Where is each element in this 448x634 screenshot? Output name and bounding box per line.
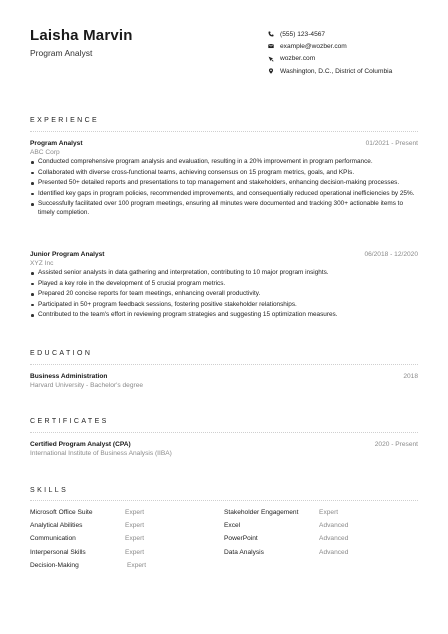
certificate-title: Certified Program Analyst (CPA)	[30, 441, 131, 448]
skill-level: Advanced	[319, 522, 349, 530]
skill-level: Expert	[125, 548, 145, 556]
list-item: Conducted comprehensive program analysis and evaluation, resulting in a 20% improvement in program performance.	[30, 158, 418, 167]
location-icon	[268, 68, 280, 74]
skill-name: Data Analysis	[224, 548, 264, 556]
list-item: Contributed to the team's effort in reviewing program strategies and suggesting 15 optimization measures.	[30, 311, 418, 320]
job-header	[30, 140, 418, 147]
candidate-role: Program Analyst	[30, 48, 93, 58]
education-heading: EDUCATION	[30, 350, 93, 357]
contact-email: example@wozber.com	[268, 40, 438, 52]
skill-level: Expert	[125, 535, 145, 543]
email-icon	[268, 43, 280, 49]
job-bullets	[30, 269, 418, 322]
list-item: Presented 50+ detailed reports and presentations to top management and stakeholders, enhancing decision-making processes.	[30, 179, 418, 188]
list-item: Successfully facilitated over 100 program meetings, ensuring all minutes were documented and tracking 300+ actionable items to timely completion.	[30, 200, 418, 218]
skills-grid	[30, 509, 418, 575]
skill-name: Interpersonal Skills	[30, 548, 86, 556]
list-item: Played a key role in the development of 5 crucial program metrics.	[30, 280, 418, 289]
contact-website: wozber.com	[268, 53, 438, 65]
skill-name: Stakeholder Engagement	[224, 509, 299, 516]
skill-name: Decision-Making	[30, 561, 79, 569]
link-icon	[268, 56, 280, 62]
candidate-name: Laisha Marvin	[30, 27, 133, 44]
degree-title: Business Administration	[30, 373, 108, 380]
job-title: Program Analyst	[30, 140, 83, 147]
job-dates: 01/2021 - Present	[365, 140, 418, 147]
list-item: Collaborated with diverse cross-functional teams, achieving consensus on 15 program metrics, goals, and KPIs.	[30, 169, 418, 178]
education-divider	[30, 364, 418, 365]
phone-icon	[268, 31, 280, 37]
skills-heading: SKILLS	[30, 487, 69, 494]
list-item: Participated in 50+ program feedback sessions, fostering positive stakeholder relationships.	[30, 301, 418, 310]
education-institution: Harvard University - Bachelor's degree	[30, 382, 144, 389]
skill-level: Expert	[125, 522, 145, 530]
skills-divider	[30, 500, 418, 501]
skill-level: Expert	[125, 509, 145, 516]
job-dates: 06/2018 - 12/2020	[364, 251, 418, 258]
skill-row	[30, 522, 418, 535]
certificate-header	[30, 441, 418, 448]
experience-divider	[30, 131, 418, 132]
list-item: Assisted senior analysts in data gathering and interpretation, contributing to 10 major program insights.	[30, 269, 418, 278]
skill-row	[30, 562, 418, 575]
skill-level: Expert	[127, 561, 147, 569]
job-company: ABC Corp	[30, 149, 60, 156]
experience-heading: EXPERIENCE	[30, 117, 100, 124]
certificates-divider	[30, 432, 418, 433]
certificate-dates: 2020 - Present	[374, 441, 418, 448]
skill-level: Advanced	[319, 548, 349, 556]
skill-level: Advanced	[319, 535, 349, 543]
contact-phone: (555) 123-4567	[268, 28, 438, 40]
skill-row	[30, 509, 418, 522]
list-item: Prepared 20 concise reports for team meetings, enhancing overall productivity.	[30, 290, 418, 299]
contact-location: Washington, D.C., District of Columbia	[268, 65, 438, 77]
skill-name: Excel	[224, 522, 241, 530]
skill-name: Analytical Abilities	[30, 522, 83, 530]
skill-level: Expert	[319, 509, 339, 516]
certificates-heading: CERTIFICATES	[30, 418, 109, 425]
skill-name: Communication	[30, 535, 76, 543]
skill-row	[30, 535, 418, 548]
job-header	[30, 251, 418, 258]
education-header	[30, 373, 418, 380]
job-company: XYZ Inc	[30, 260, 54, 267]
job-bullets	[30, 158, 418, 219]
certificate-issuer: International Institute of Business Analysis (IIBA)	[30, 450, 172, 457]
skill-name: PowerPoint	[224, 535, 258, 543]
job-title: Junior Program Analyst	[30, 251, 105, 258]
skill-name: Microsoft Office Suite	[30, 509, 93, 516]
list-item: Identified key gaps in program policies, recommended improvements, and consequentially reduced operational inefficiencies by 25%.	[30, 190, 418, 199]
skill-row	[30, 549, 418, 562]
contact-block	[268, 28, 438, 77]
education-dates: 2018	[403, 373, 418, 380]
